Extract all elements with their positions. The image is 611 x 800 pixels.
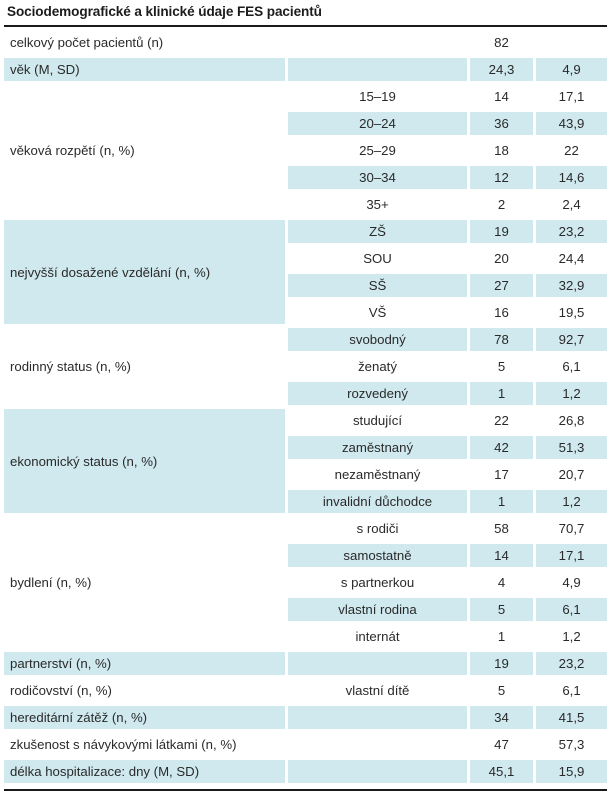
subcategory-cell: rozvedený — [288, 382, 470, 409]
count-cell: 58 — [470, 517, 536, 544]
row-label: délka hospitalizace: dny (M, SD) — [4, 760, 288, 783]
count-cell: 18 — [470, 139, 536, 166]
subcategory-cell — [288, 652, 470, 679]
value-cell: 20,7 — [536, 463, 607, 490]
row-label: zkušenost s návykovými látkami (n, %) — [4, 733, 288, 760]
value-cell: 15,9 — [536, 760, 607, 783]
subcategory-cell: zaměstnaný — [288, 436, 470, 463]
subcategory-cell: vlastní dítě — [288, 679, 470, 706]
value-cell: 23,2 — [536, 652, 607, 679]
value-cell: 92,7 — [536, 328, 607, 355]
row-label: rodičovství (n, %) — [4, 679, 288, 706]
subcategory-cell: SOU — [288, 247, 470, 274]
row-label: nejvyšší dosažené vzdělání (n, %) — [4, 220, 288, 328]
table-row — [4, 733, 607, 760]
value-cell: 1,2 — [536, 382, 607, 409]
value-cell: 17,1 — [536, 544, 607, 571]
count-cell: 19 — [470, 652, 536, 679]
row-label: celkový počet pacientů (n) — [4, 31, 288, 58]
value-cell: 6,1 — [536, 598, 607, 625]
value-cell: 2,4 — [536, 193, 607, 220]
title-rule — [4, 25, 607, 27]
count-cell: 82 — [470, 31, 536, 58]
row-label: věková rozpětí (n, %) — [4, 85, 288, 220]
value-cell: 6,1 — [536, 679, 607, 706]
subcategory-cell: 35+ — [288, 193, 470, 220]
value-cell: 24,4 — [536, 247, 607, 274]
count-cell: 19 — [470, 220, 536, 247]
value-cell: 14,6 — [536, 166, 607, 193]
table-row — [4, 517, 607, 544]
value-cell: 19,5 — [536, 301, 607, 328]
count-cell: 20 — [470, 247, 536, 274]
count-cell: 42 — [470, 436, 536, 463]
subcategory-cell: s rodiči — [288, 517, 470, 544]
count-cell: 1 — [470, 490, 536, 517]
row-label: ekonomický status (n, %) — [4, 409, 288, 517]
count-cell: 24,3 — [470, 58, 536, 85]
subcategory-cell — [288, 733, 470, 760]
count-cell: 17 — [470, 463, 536, 490]
table-row — [4, 220, 607, 247]
count-cell: 5 — [470, 679, 536, 706]
count-cell: 14 — [470, 544, 536, 571]
subcategory-cell: samostatně — [288, 544, 470, 571]
value-cell: 4,9 — [536, 571, 607, 598]
table-row — [4, 679, 607, 706]
value-cell: 70,7 — [536, 517, 607, 544]
row-label: věk (M, SD) — [4, 58, 288, 85]
subcategory-cell: VŠ — [288, 301, 470, 328]
subcategory-cell: SŠ — [288, 274, 470, 301]
count-cell: 5 — [470, 598, 536, 625]
subcategory-cell: invalidní důchodce — [288, 490, 470, 517]
subcategory-cell — [288, 31, 470, 58]
value-cell: 51,3 — [536, 436, 607, 463]
bottom-rule — [4, 789, 607, 791]
row-label: rodinný status (n, %) — [4, 328, 288, 409]
value-cell: 26,8 — [536, 409, 607, 436]
count-cell: 1 — [470, 382, 536, 409]
subcategory-cell — [288, 58, 470, 85]
subcategory-cell — [288, 760, 470, 783]
table-body — [4, 31, 607, 783]
subcategory-cell: 15–19 — [288, 85, 470, 112]
value-cell: 1,2 — [536, 490, 607, 517]
row-label: bydlení (n, %) — [4, 517, 288, 652]
count-cell: 47 — [470, 733, 536, 760]
count-cell: 27 — [470, 274, 536, 301]
value-cell — [536, 31, 607, 58]
value-cell: 23,2 — [536, 220, 607, 247]
subcategory-cell: nezaměstnaný — [288, 463, 470, 490]
row-label: hereditární zátěž (n, %) — [4, 706, 288, 733]
subcategory-cell: internát — [288, 625, 470, 652]
count-cell: 14 — [470, 85, 536, 112]
count-cell: 36 — [470, 112, 536, 139]
table-row — [4, 706, 607, 733]
table-row — [4, 58, 607, 85]
value-cell: 57,3 — [536, 733, 607, 760]
demographics-table — [4, 31, 607, 783]
count-cell: 34 — [470, 706, 536, 733]
value-cell: 43,9 — [536, 112, 607, 139]
count-cell: 12 — [470, 166, 536, 193]
table-row — [4, 328, 607, 355]
table-row — [4, 85, 607, 112]
value-cell: 4,9 — [536, 58, 607, 85]
table-row — [4, 760, 607, 783]
subcategory-cell: 20–24 — [288, 112, 470, 139]
table-title: Sociodemografické a klinické údaje FES pacientů — [7, 4, 322, 19]
value-cell: 41,5 — [536, 706, 607, 733]
table-row — [4, 31, 607, 58]
count-cell: 2 — [470, 193, 536, 220]
subcategory-cell: 25–29 — [288, 139, 470, 166]
count-cell: 78 — [470, 328, 536, 355]
count-cell: 5 — [470, 355, 536, 382]
count-cell: 45,1 — [470, 760, 536, 783]
subcategory-cell: svobodný — [288, 328, 470, 355]
value-cell: 17,1 — [536, 85, 607, 112]
subcategory-cell: 30–34 — [288, 166, 470, 193]
value-cell: 1,2 — [536, 625, 607, 652]
table-row — [4, 652, 607, 679]
subcategory-cell — [288, 706, 470, 733]
count-cell: 1 — [470, 625, 536, 652]
row-label: partnerství (n, %) — [4, 652, 288, 679]
count-cell: 4 — [470, 571, 536, 598]
value-cell: 6,1 — [536, 355, 607, 382]
table-row — [4, 409, 607, 436]
value-cell: 32,9 — [536, 274, 607, 301]
value-cell: 22 — [536, 139, 607, 166]
count-cell: 22 — [470, 409, 536, 436]
subcategory-cell: s partnerkou — [288, 571, 470, 598]
subcategory-cell: ženatý — [288, 355, 470, 382]
subcategory-cell: ZŠ — [288, 220, 470, 247]
subcategory-cell: vlastní rodina — [288, 598, 470, 625]
count-cell: 16 — [470, 301, 536, 328]
subcategory-cell: studující — [288, 409, 470, 436]
